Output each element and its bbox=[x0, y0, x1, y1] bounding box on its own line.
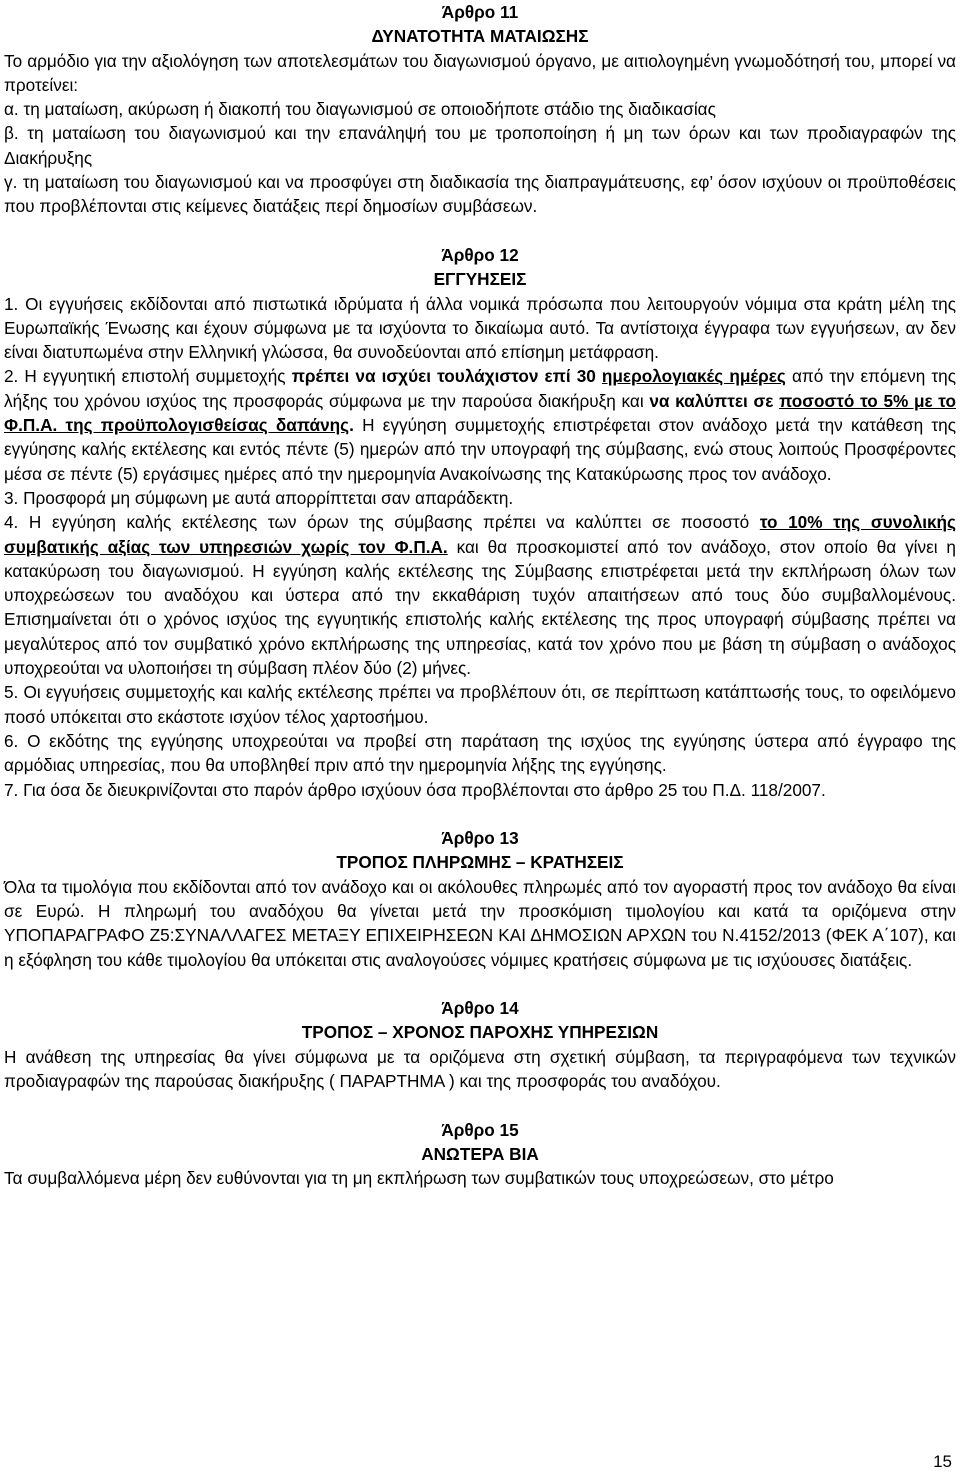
article-12-para-1: 1. Οι εγγυήσεις εκδίδονται από πιστωτικά ιδρύματα ή άλλα νομικά πρόσωπα που λειτουργούν νόμιμα στα κράτη μέλη της Ευρωπαϊκής Ένωσης και έχουν σύμφωνα με τα ισχύοντα το δικαίωμα αυτό. Τα αντίστοιχα έγγραφα των εγγυήσεων, αν δεν είναι διατυπωμένα στην Ελληνική γλώσσα, θα συνοδεύονται από επίσημη μετάφραση. bbox=[4, 293, 956, 363]
article-12-para-7: 7. Για όσα δε διευκρινίζονται στο παρόν άρθρο ισχύουν όσα προβλέπονται στο άρθρο 25 του Π.Δ. 118/2007. bbox=[4, 779, 826, 800]
article-14-number: Άρθρο 14 bbox=[441, 998, 519, 1019]
article-13-title: ΤΡΟΠΟΣ ΠΛΗΡΩΜΗΣ – ΚΡΑΤΗΣΕΙΣ bbox=[336, 852, 624, 873]
article-11-title: ΔΥΝΑΤΟΤΗΤΑ ΜΑΤΑΙΩΣΗΣ bbox=[371, 26, 589, 47]
article-12-para-2-text: 2. Η εγγυητική επιστολή συμμετοχής bbox=[4, 366, 292, 387]
article-11-item-a: α. τη ματαίωση, ακύρωση ή διακοπή του διαγωνισμού σε οποιοδήποτε στάδιο της διαδικασίας bbox=[4, 99, 716, 120]
article-12-para-2-percent: ποσοστό το 5% με το Φ.Π.Α. της προϋπολογισθείσας δαπάνης bbox=[4, 390, 956, 436]
article-12-para-5: 5. Οι εγγυήσεις συμμετοχής και καλής εκτέλεσης πρέπει να προβλέπουν ότι, σε περίπτωση κατάπτωσής τους, το οφειλόμενο ποσό υπόκειται στο εκάστοτε ισχύον τέλος χαρτοσήμου. bbox=[4, 682, 956, 727]
article-13-number: Άρθρο 13 bbox=[441, 828, 519, 849]
page-number: 15 bbox=[933, 1452, 952, 1471]
article-11-number: Άρθρο 11 bbox=[441, 2, 519, 22]
article-14-para: Η ανάθεση της υπηρεσίας θα γίνει σύμφωνα με τα οριζόμενα στη σχετική σύμβαση, τα περιγραφόμενα των τεχνικών προδιαγραφών της παρούσας διακήρυξης ( ΠΑΡΑΡΤΗΜΑ ) και της προσφοράς του αναδόχου. bbox=[4, 1046, 956, 1092]
article-15-number: Άρθρο 15 bbox=[441, 1119, 519, 1140]
article-15-title: ΑΝΩΤΕΡΑ ΒΙΑ bbox=[421, 1143, 539, 1164]
article-12-para-4-percent: το 10% της συνολικής συμβατικής αξίας των υπηρεσιών χωρίς τον Φ.Π.Α. bbox=[4, 512, 956, 557]
article-12-para-4 bbox=[4, 510, 956, 680]
article-12-para-4-text: 4. Η εγγύηση καλής εκτέλεσης των όρων της σύμβασης πρέπει να καλύπτει σε ποσοστό bbox=[4, 512, 760, 533]
article-12-title: ΕΓΓΥΗΣΕΙΣ bbox=[433, 269, 527, 290]
article-15-para: Τα συμβαλλόμενα μέρη δεν ευθύνονται για τη μη εκπλήρωση των συμβατικών τους υποχρεώσεων, στο μέτρο bbox=[4, 1168, 834, 1189]
article-12-para-2 bbox=[4, 364, 956, 485]
article-11-intro: Το αρμόδιο για την αξιολόγηση των αποτελεσμάτων του διαγωνισμού όργανο, με αιτιολογημένη γνωμοδότησή του, μπορεί να προτείνει: bbox=[4, 50, 956, 95]
article-12-para-4-text: και θα προσκομιστεί από τον ανάδοχο, στον οποίο θα γίνει η κατακύρωση του διαγωνισμού. Η εγγύηση καλής εκτέλεσης της Σύμβασης επιστρέφεται μετά την εκπλήρωση όλων των υποχρεώσεων του αναδόχου και ύστερα από την εκκαθάριση τυχόν απαιτήσεων από τους δύο συμβαλλομένους. Επισημαίνεται ότι ο χρόνος ισχύος της εγγυητικής επιστολής καλής εκτέλεσης της προς υπογραφή σύμβασης πρέπει να μεγαλύτερος από τον συμβατικό χρόνο εκπλήρωσης της υπηρεσίας, κατά τον χρόνο που με βάση τη σύμβαση ο ανάδοχος υποχρεούται να υλοποιήσει τη σύμβαση πλέον δύο (2) μήνες. bbox=[4, 536, 956, 679]
article-12-para-2-text: Η εγγύηση συμμετοχής επιστρέφεται στον ανάδοχο μετά την κατάθεση της εγγύησης καλής εκτέλεσης και εντός πέντε (5) ημερών από την υπογραφή της σύμβασης, ενώ στους λοιπούς Προσφέροντες μέσα σε πέντε (5) εργάσιμες ημέρες από την ημερομηνία Ανακοίνωσης της Κατακύρωσης προς τον ανάδοχο. bbox=[4, 415, 956, 484]
article-11-item-c: γ. τη ματαίωση του διαγωνισμού και να προσφύγει στη διαδικασία της διαπραγμάτευσης, εφ’ όσον ισχύουν οι προϋποθέσεις που προβλέπονται στις κείμενες διατάξεις περί δημοσίων συμβάσεων. bbox=[4, 172, 956, 217]
article-11-item-b: β. τη ματαίωση του διαγωνισμού και την επανάληψή του με τροποποίηση ή μη των όρων και των προδιαγραφών της Διακήρυξης bbox=[4, 123, 956, 168]
document-page bbox=[4, 0, 956, 1191]
article-12-number: Άρθρο 12 bbox=[441, 244, 519, 265]
article-12-para-6: 6. Ο εκδότης της εγγύησης υποχρεούται να προβεί στη παράταση της ισχύος της εγγύησης ύστερα από έγγραφο της αρμόδιας υπηρεσίας, που θα υποβληθεί πριν από την ημερομηνία λήξης της εγγύησης. bbox=[4, 730, 956, 776]
article-12-para-2-emph: να καλύπτει σε bbox=[649, 390, 780, 411]
article-14-title: ΤΡΟΠΟΣ – ΧΡΟΝΟΣ ΠΑΡΟΧΗΣ ΥΠΗΡΕΣΙΩΝ bbox=[301, 1022, 659, 1043]
article-12-para-2-days: ημερολογιακές ημέρες bbox=[601, 366, 786, 387]
article-12-para-2-period: . bbox=[349, 415, 354, 436]
article-13-para: Όλα τα τιμολόγια που εκδίδονται από τον ανάδοχο και οι ακόλουθες πληρωμές από τον αγοραστή προς τον ανάδοχο θα είναι σε Ευρώ. Η πληρωμή του αναδόχου θα γίνεται μετά την προσκόμιση τιμολογίου και κατά τα οριζόμενα στην ΥΠΟΠΑΡΑΓΡΑΦΟ Ζ5:ΣΥΝΑΛΛΑΓΕΣ ΜΕΤΑΞΥ ΕΠΙΧΕΙΡΗΣΕΩΝ ΚΑΙ ΔΗΜΟΣΙΩΝ ΑΡΧΩΝ του Ν.4152/2013 (ΦΕΚ Α΄107), και η εξόφληση του κάθε τιμολογίου θα υπόκειται στις αναλογούσες νόμιμες κρατήσεις σύμφωνα με τις ισχύουσες διατάξεις. bbox=[4, 876, 956, 970]
article-12-para-2-emph: πρέπει να ισχύει τουλάχιστον επί 30 bbox=[291, 366, 602, 387]
article-12-para-2-text: από την επόμενη της λήξης του χρόνου ισχύος της προσφοράς σύμφωνα με την παρούσα διακήρυξη και bbox=[4, 366, 956, 411]
article-12-para-3: 3. Προσφορά μη σύμφωνη με αυτά απορρίπτεται σαν απαράδεκτη. bbox=[4, 487, 514, 508]
